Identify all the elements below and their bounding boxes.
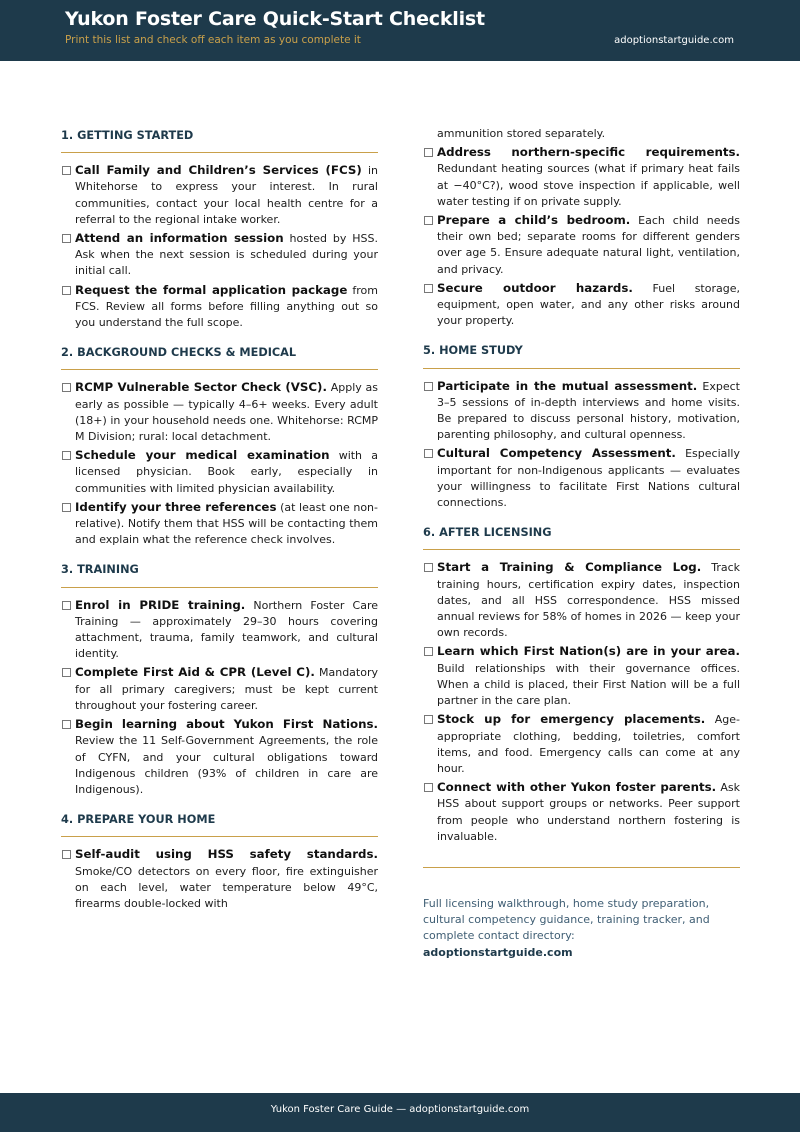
promo-link[interactable]: adoptionstartguide.com (423, 945, 573, 959)
checklist-item: Schedule your medical examination with a licensed physician. Book early, especially in communities with limited physician availability. (61, 447, 378, 497)
section-title-background-checks: 2. BACKGROUND CHECKS & MEDICAL (61, 345, 378, 370)
checkbox[interactable] (62, 166, 71, 175)
checklist-item: Identify your three references (at least one non-relative). Notify them that HSS will be contacting them and explain what the reference check involves. (61, 499, 378, 549)
checklist-item: Attend an information session hosted by HSS. Ask when the next session is scheduled during your initial call. (61, 230, 378, 280)
checkbox[interactable] (62, 720, 71, 729)
checkbox[interactable] (424, 216, 433, 225)
checkbox[interactable] (62, 383, 71, 392)
checklist-item: Self-audit using HSS safety standards. Smoke/CO detectors on every floor, fire extinguisher on each level, water temperature below 49°C, firearms double-locked with (61, 846, 378, 912)
checklist-item: RCMP Vulnerable Sector Check (VSC). Apply as early as possible — typically 4–6+ weeks. Every adult (18+) in your household needs one. Whitehorse: RCMP M Division; rural: local detachment. (61, 379, 378, 445)
section-title-home-study: 5. HOME STUDY (423, 343, 740, 368)
checklist-item: Address northern-specific requirements. Redundant heating sources (what if primary heat fails at −40°C?), wood stove inspection if applicable, well water testing if on private supply. (423, 144, 740, 210)
checklist-item: Complete First Aid & CPR (Level C). Mandatory for all primary caregivers; must be kept current throughout your fostering career. (61, 664, 378, 714)
checkbox[interactable] (424, 449, 433, 458)
checklist-item: Stock up for emergency placements. Age-appropriate clothing, bedding, toiletries, comfort items, and food. Emergency calls can come at any hour. (423, 711, 740, 777)
footer-text: Yukon Foster Care Guide — adoptionstartguide.com (270, 1104, 530, 1115)
checkbox[interactable] (424, 563, 433, 572)
checkbox[interactable] (62, 668, 71, 677)
checkbox[interactable] (424, 715, 433, 724)
item-continuation: ammunition stored separately. (437, 127, 606, 140)
promo-text: Full licensing walkthrough, home study preparation, cultural competency guidance, training tracker, and complete contact directory: (423, 896, 710, 943)
checklist-item: Begin learning about Yukon First Nations. Review the 11 Self-Government Agreements, the role of CYFN, and your cultural obligations toward Indigenous children (93% of children in care are Indigenous). (61, 716, 378, 798)
checkbox[interactable] (424, 783, 433, 792)
right-column (423, 126, 740, 961)
checklist-item: Learn which First Nation(s) are in your area. Build relationships with their governance offices. When a child is placed, their First Nation will be a full partner in the care plan. (423, 643, 740, 709)
checklist-item: Cultural Competency Assessment. Especially important for non-Indigenous applicants — evaluates your willingness to facilitate First Nations cultural connections. (423, 445, 740, 511)
header-site-link[interactable]: adoptionstartguide.com (614, 35, 734, 46)
page-footer (0, 1093, 800, 1132)
divider (423, 867, 740, 868)
checkbox[interactable] (424, 284, 433, 293)
checklist-item: Connect with other Yukon foster parents. Ask HSS about support groups or networks. Peer support from people who understand northern fostering is invaluable. (423, 779, 740, 845)
section-title-after-licensing: 6. AFTER LICENSING (423, 525, 740, 550)
page-title: Yukon Foster Care Quick-Start Checklist (65, 8, 485, 30)
page-subtitle: Print this list and check off each item as you complete it (65, 34, 361, 46)
checkbox[interactable] (62, 234, 71, 243)
checklist-item: Secure outdoor hazards. Fuel storage, equipment, open water, and any other risks around your property. (423, 280, 740, 330)
checklist-item: Prepare a child’s bedroom. Each child needs their own bed; separate rooms for different genders over age 5. Ensure adequate natural light, ventilation, and privacy. (423, 212, 740, 278)
checkbox[interactable] (62, 451, 71, 460)
checklist-item: Enrol in PRIDE training. Northern Foster Care Training — approximately 29–30 hours covering attachment, trauma, family teamwork, and cultural identity. (61, 597, 378, 663)
section-title-prepare-home: 4. PREPARE YOUR HOME (61, 812, 378, 837)
page-header (0, 0, 800, 61)
checkbox[interactable] (62, 503, 71, 512)
section-title-getting-started: 1. GETTING STARTED (61, 128, 378, 153)
checklist-item: Participate in the mutual assessment. Expect 3–5 sessions of in-depth interviews and home visits. Be prepared to discuss personal history, motivation, parenting philosophy, and cultural openness. (423, 378, 740, 444)
checklist-item: Start a Training & Compliance Log. Track training hours, certification expiry dates, inspection dates, and all HSS correspondence. HSS missed annual reviews for 58% of homes in 2026 — keep your own records. (423, 559, 740, 641)
left-column (61, 126, 378, 914)
checkbox[interactable] (62, 601, 71, 610)
checkbox[interactable] (424, 382, 433, 391)
checklist-item: Call Family and Children’s Services (FCS) in Whitehorse to express your interest. In rural communities, contact your local health centre for a referral to the regional intake worker. (61, 162, 378, 228)
checkbox[interactable] (62, 850, 71, 859)
checkbox[interactable] (62, 286, 71, 295)
checklist-item: Request the formal application package from FCS. Review all forms before filling anything out so you understand the full scope. (61, 282, 378, 332)
section-title-training: 3. TRAINING (61, 562, 378, 587)
checkbox[interactable] (424, 148, 433, 157)
checkbox[interactable] (424, 647, 433, 656)
